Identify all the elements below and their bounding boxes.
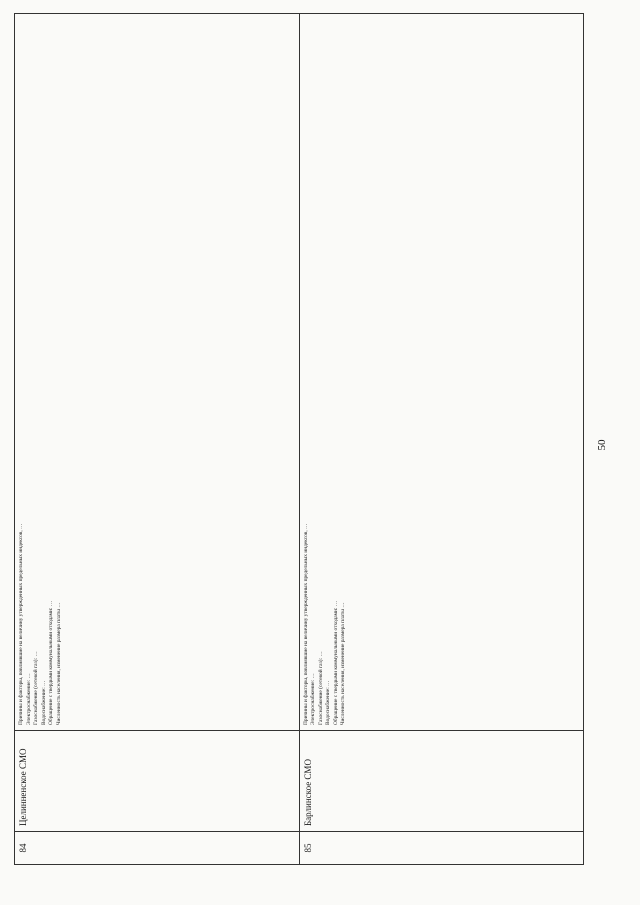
- municipality-table: [14, 13, 584, 865]
- paragraph: Электроснабжение: …: [310, 673, 317, 725]
- page-number: 50: [596, 439, 608, 451]
- paragraph: Обращение с твердыми коммунальными отходами: …: [48, 600, 55, 725]
- table-row: [299, 14, 584, 865]
- paragraph: Водоснабжение: …: [40, 680, 47, 725]
- paragraph: Численность населения, изменение размера платы …: [55, 602, 62, 725]
- municipality-name: Барлинское СМО: [299, 731, 584, 832]
- municipality-name: Целинненское СМО: [15, 731, 300, 832]
- paragraph: Причины и факторы, повлиявшие на величину утвержденных предельных индексов, …: [18, 523, 24, 725]
- description-cell: [15, 14, 300, 731]
- paragraph: Причины и факторы, повлиявшие на величину утвержденных предельных индексов, …: [302, 523, 309, 725]
- row-number: 85: [299, 832, 584, 865]
- paragraph: Численность населения, изменение размера платы …: [340, 602, 347, 725]
- description-cell: [299, 14, 584, 731]
- paragraph: Обращение с твердыми коммунальными отходами: …: [332, 600, 339, 725]
- paragraph: Электроснабжение: …: [25, 673, 32, 725]
- paragraph: Газоснабжение (сетевой газ): …: [317, 651, 324, 725]
- paragraph: Газоснабжение (сетевой газ): …: [33, 651, 40, 725]
- paragraph: Водоснабжение: …: [325, 680, 332, 725]
- table-row: [15, 14, 300, 865]
- row-number: 84: [15, 832, 300, 865]
